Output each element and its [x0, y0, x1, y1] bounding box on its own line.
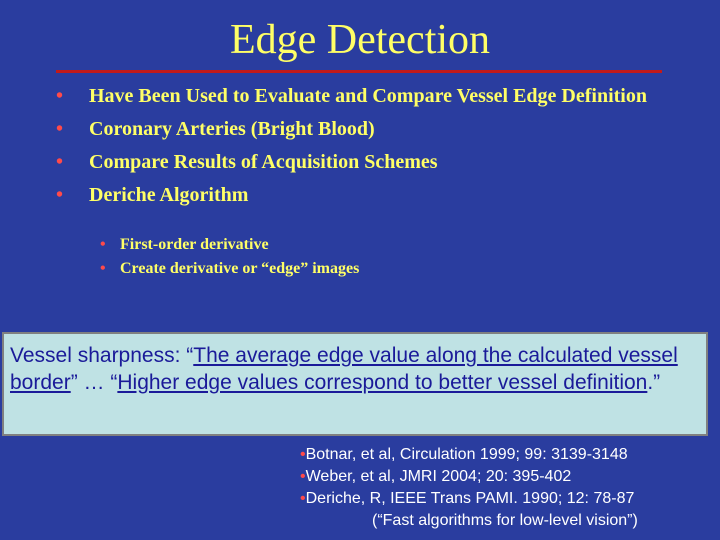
bullet-dot-icon: •	[56, 118, 64, 140]
reference-text: Deriche, R, IEEE Trans PAMI. 1990; 12: 78-87	[305, 490, 635, 507]
reference-item	[300, 444, 716, 466]
bullet-text: Coronary Arteries (Bright Blood)	[89, 118, 375, 140]
bullet-item	[56, 84, 676, 108]
definition-quote-box	[2, 332, 708, 436]
bullet-dot-icon: •	[300, 490, 306, 507]
slide-title: Edge Detection	[229, 17, 491, 63]
bullet-dot-icon: •	[300, 446, 306, 463]
main-bullet-list	[56, 84, 676, 216]
sub-bullet-item	[100, 259, 660, 279]
quote-lead: Vessel sharpness: “	[10, 344, 194, 367]
reference-text: Weber, et al, JMRI 2004; 20: 395-402	[305, 468, 572, 485]
sub-bullet-list	[100, 235, 660, 283]
bullet-text: Have Been Used to Evaluate and Compare Vessel Edge Definition	[89, 85, 647, 107]
bullet-item	[56, 117, 676, 141]
reference-list	[300, 444, 716, 532]
sub-bullet-text: First-order derivative	[120, 236, 269, 253]
bullet-text: Deriche Algorithm	[89, 184, 249, 206]
title-divider	[56, 70, 662, 73]
quote-part-1: The average edge value along the calculated vessel border	[10, 344, 678, 394]
reference-continuation: (“Fast algorithms for low-level vision”)	[372, 512, 638, 529]
bullet-dot-icon: •	[56, 151, 64, 173]
bullet-dot-icon: •	[100, 236, 106, 253]
bullet-text: Compare Results of Acquisition Schemes	[89, 151, 438, 173]
reference-item	[300, 466, 716, 488]
quote-tail: .”	[647, 371, 661, 394]
sub-bullet-item	[100, 235, 660, 255]
bullet-dot-icon: •	[56, 184, 64, 206]
bullet-item	[56, 183, 676, 207]
bullet-dot-icon: •	[56, 85, 64, 107]
bullet-dot-icon: •	[100, 260, 106, 277]
bullet-item	[56, 150, 676, 174]
quote-part-2: Higher edge values correspond to better vessel definition	[117, 371, 648, 394]
sub-bullet-text: Create derivative or “edge” images	[120, 260, 360, 277]
quote-mid: ” … “	[70, 371, 118, 394]
bullet-dot-icon: •	[300, 468, 306, 485]
reference-text: Botnar, et al, Circulation 1999; 99: 3139-3148	[305, 446, 628, 463]
reference-item	[300, 488, 716, 510]
